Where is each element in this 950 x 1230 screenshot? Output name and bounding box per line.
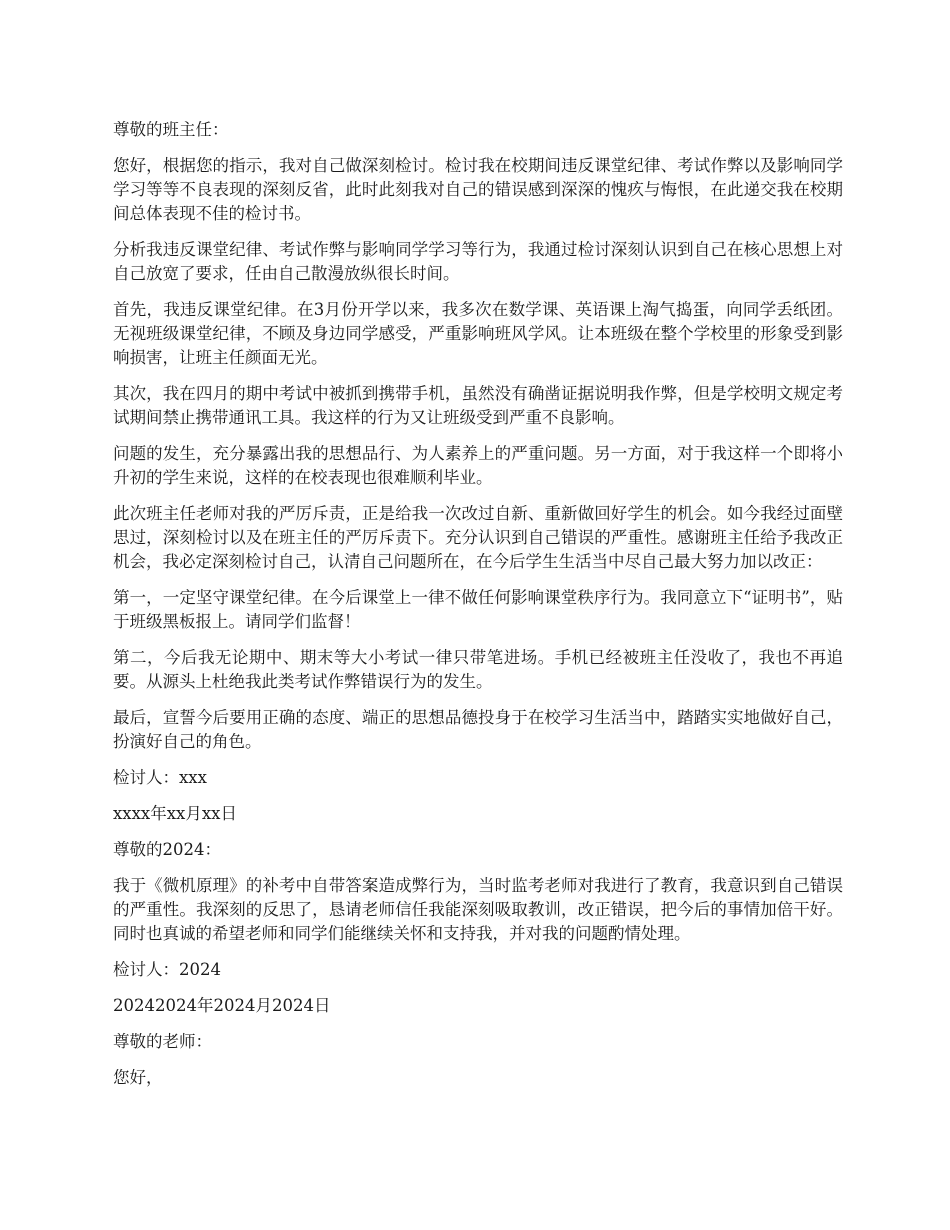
date-line: 20242024年2024月2024日 (113, 996, 331, 1015)
document-body (113, 118, 843, 1102)
signature-line: 检讨人：xxx (113, 768, 207, 787)
body-paragraph: 第二，今后我无论期中、期末等大小考试一律只带笔进场。手机已经被班主任没收了，我也不再追要。从源头上杜绝我此类考试作弊错误行为的发生。 (113, 648, 843, 691)
body-paragraph: 其次，我在四月的期中考试中被抓到携带手机，虽然没有确凿证据说明我作弊，但是学校明文规定考试期间禁止携带通讯工具。我这样的行为又让班级受到严重不良影响。 (113, 384, 843, 427)
signature-line: 检讨人：2024 (113, 960, 221, 979)
salutation: 尊敬的老师： (113, 1032, 212, 1051)
body-paragraph: 首先，我违反课堂纪律。在3月份开学以来，我多次在数学课、英语课上淘气捣蛋，向同学丢纸团。无视班级课堂纪律，不顾及身边同学感受，严重影响班风学风。让本班级在整个学校里的形象受到影响损害，让班主任颜面无光。 (113, 300, 843, 367)
body-paragraph: 第一，一定坚守课堂纪律。在今后课堂上一律不做任何影响课堂秩序行为。我同意立下“证明书”，贴于班级黑板报上。请同学们监督！ (113, 588, 843, 631)
body-paragraph: 我于《微机原理》的补考中自带答案造成弊行为，当时监考老师对我进行了教育，我意识到自己错误的严重性。我深刻的反思了，恳请老师信任我能深刻吸取教训，改正错误，把今后的事情加倍干好。同时也真诚的希望老师和同学们能继续关怀和支持我，并对我的问题酌情处理。 (113, 876, 843, 943)
body-paragraph: 此次班主任老师对我的严厉斥责，正是给我一次改过自新、重新做回好学生的机会。如今我经过面壁思过，深刻检讨以及在班主任的严厉斥责下。充分认识到自己错误的严重性。感谢班主任给予我改正机会，我必定深刻检讨自己，认清自己问题所在，在今后学生生活当中尽自己最大努力加以改正： (113, 504, 843, 571)
body-paragraph: 问题的发生，充分暴露出我的思想品行、为人素养上的严重问题。另一方面，对于我这样一个即将小升初的学生来说，这样的在校表现也很难顺利毕业。 (113, 444, 843, 487)
body-paragraph: 分析我违反课堂纪律、考试作弊与影响同学学习等行为，我通过检讨深刻认识到自己在核心思想上对自己放宽了要求，任由自己散漫放纵很长时间。 (113, 240, 843, 283)
date-line: xxxx年xx月xx日 (113, 804, 237, 823)
greeting: 您好， (113, 1068, 163, 1087)
body-paragraph: 最后，宣誓今后要用正确的态度、端正的思想品德投身于在校学习生活当中，踏踏实实地做好自己，扮演好自己的角色。 (113, 708, 843, 751)
salutation: 尊敬的2024： (113, 840, 221, 859)
salutation: 尊敬的班主任： (113, 120, 229, 139)
body-paragraph: 您好，根据您的指示，我对自己做深刻检讨。检讨我在校期间违反课堂纪律、考试作弊以及影响同学学习等等不良表现的深刻反省，此时此刻我对自己的错误感到深深的愧疚与悔恨，在此递交我在校期间总体表现不佳的检讨书。 (113, 156, 843, 223)
